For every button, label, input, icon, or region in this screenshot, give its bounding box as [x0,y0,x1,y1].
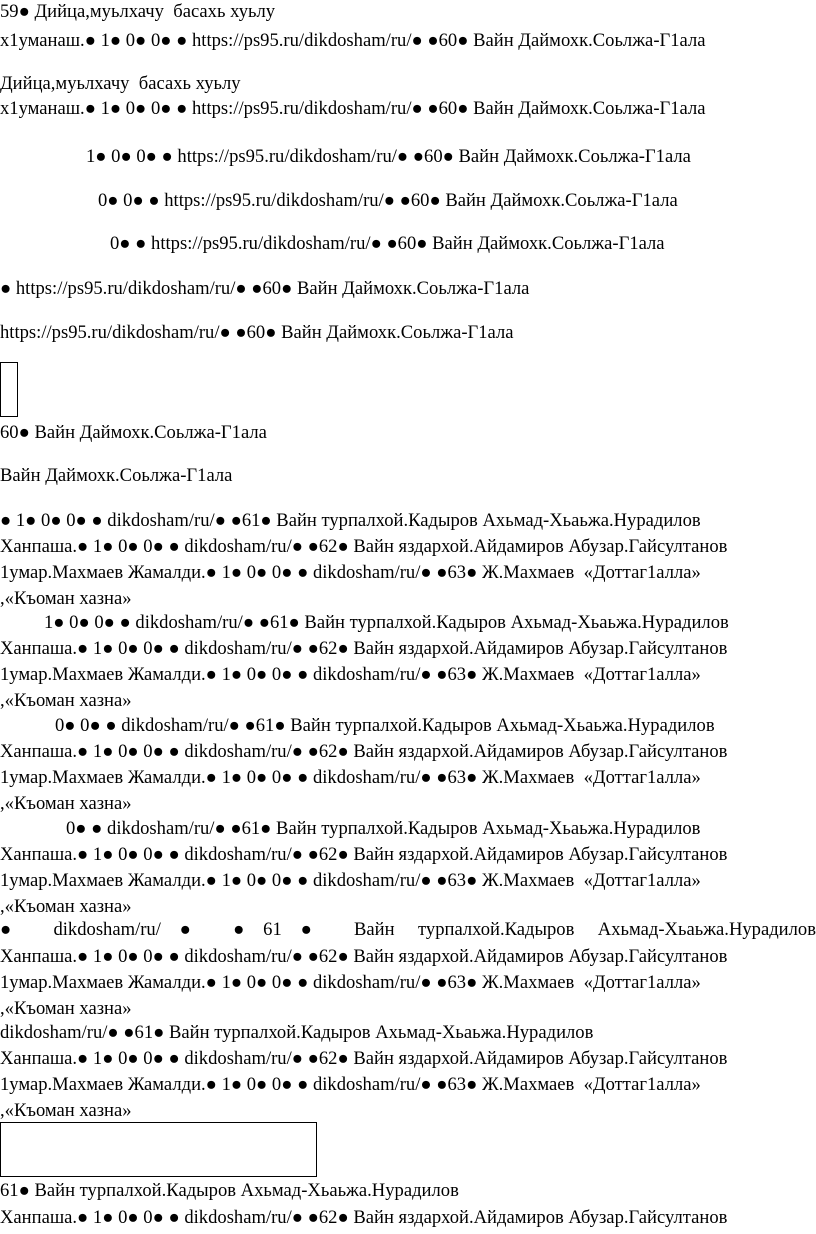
empty-frame-wide [0,1122,317,1177]
text-line-23: ,«Къоман хазна» [0,793,132,814]
text-line-31: ,«Къоман хазна» [0,998,132,1019]
text-line-4: х1уманаш.● 1● 0● 0● ● https://ps95.ru/dikdosham/ru/● ●60● Вайн Даймохк.Соьлжа-Г1ала [0,98,706,119]
text-line-12: ● 1● 0● 0● ● dikdosham/ru/● ●61● Вайн турпалхой.Кадыров Ахьмад-Хьаьжа.Нурадилов [0,510,701,531]
text-line-30: 1умар.Махмаев Жамалди.● 1● 0● 0● ● dikdosham/ru/● ●63● Ж.Махмаев «Доттаг1алла» [0,972,701,993]
text-line-25: Ханпаша.● 1● 0● 0● ● dikdosham/ru/● ●62● Вайн яздархой.Айдамиров Абузар.Гайсултанов [0,844,728,865]
text-line-17: Ханпаша.● 1● 0● 0● ● dikdosham/ru/● ●62● Вайн яздархой.Айдамиров Абузар.Гайсултанов [0,638,728,659]
text-line-1: 59● Дийца,муьлхачу басахь хуьлу [0,1,276,22]
text-line-36: 61● Вайн турпалхой.Кадыров Ахьмад-Хьаьжа.Нурадилов [0,1180,459,1201]
text-line-34: 1умар.Махмаев Жамалди.● 1● 0● 0● ● dikdosham/ru/● ●63● Ж.Махмаев «Доттаг1алла» [0,1074,701,1095]
text-line-28: ● dikdosham/ru/● ●61● Вайн турпалхой.Кадыров Ахьмад-Хьаьжа.Нурадилов [0,919,816,940]
text-line-20: 0● 0● ● dikdosham/ru/● ●61● Вайн турпалхой.Кадыров Ахьмад-Хьаьжа.Нурадилов [55,715,715,736]
text-line-18: 1умар.Махмаев Жамалди.● 1● 0● 0● ● dikdosham/ru/● ●63● Ж.Махмаев «Доттаг1алла» [0,664,701,685]
text-line-37: Ханпаша.● 1● 0● 0● ● dikdosham/ru/● ●62● Вайн яздархой.Айдамиров Абузар.Гайсултанов [0,1207,728,1228]
text-line-14: 1умар.Махмаев Жамалди.● 1● 0● 0● ● dikdosham/ru/● ●63● Ж.Махмаев «Доттаг1алла» [0,562,701,583]
text-line-16: 1● 0● 0● ● dikdosham/ru/● ●61● Вайн турпалхой.Кадыров Ахьмад-Хьаьжа.Нурадилов [44,612,729,633]
text-line-7: 0● ● https://ps95.ru/dikdosham/ru/● ●60● Вайн Даймохк.Соьлжа-Г1ала [110,233,665,254]
text-line-10: 60● Вайн Даймохк.Соьлжа-Г1ала [0,422,267,443]
text-line-11: Вайн Даймохк.Соьлжа-Г1ала [0,465,233,486]
text-line-26: 1умар.Махмаев Жамалди.● 1● 0● 0● ● dikdosham/ru/● ●63● Ж.Махмаев «Доттаг1алла» [0,870,701,891]
text-line-6: 0● 0● ● https://ps95.ru/dikdosham/ru/● ●60● Вайн Даймохк.Соьлжа-Г1ала [98,190,678,211]
text-line-8: ● https://ps95.ru/dikdosham/ru/● ●60● Вайн Даймохк.Соьлжа-Г1ала [0,278,530,299]
text-line-5: 1● 0● 0● ● https://ps95.ru/dikdosham/ru/● ●60● Вайн Даймохк.Соьлжа-Г1ала [86,146,691,167]
text-line-21: Ханпаша.● 1● 0● 0● ● dikdosham/ru/● ●62● Вайн яздархой.Айдамиров Абузар.Гайсултанов [0,741,728,762]
text-line-35: ,«Къоман хазна» [0,1100,132,1121]
text-line-9: https://ps95.ru/dikdosham/ru/● ●60● Вайн Даймохк.Соьлжа-Г1ала [0,322,514,343]
text-line-15: ,«Къоман хазна» [0,588,132,609]
text-line-29: Ханпаша.● 1● 0● 0● ● dikdosham/ru/● ●62● Вайн яздархой.Айдамиров Абузар.Гайсултанов [0,946,728,967]
text-line-2: х1уманаш.● 1● 0● 0● ● https://ps95.ru/dikdosham/ru/● ●60● Вайн Даймохк.Соьлжа-Г1ала [0,30,706,51]
text-line-22: 1умар.Махмаев Жамалди.● 1● 0● 0● ● dikdosham/ru/● ●63● Ж.Махмаев «Доттаг1алла» [0,767,701,788]
text-line-27: ,«Къоман хазна» [0,896,132,917]
text-line-19: ,«Къоман хазна» [0,690,132,711]
text-line-32: dikdosham/ru/● ●61● Вайн турпалхой.Кадыров Ахьмад-Хьаьжа.Нурадилов [0,1022,594,1043]
text-line-24: 0● ● dikdosham/ru/● ●61● Вайн турпалхой.Кадыров Ахьмад-Хьаьжа.Нурадилов [66,818,701,839]
empty-frame-small [0,362,18,417]
text-line-3: Дийца,муьлхачу басахь хуьлу [0,73,241,94]
text-line-33: Ханпаша.● 1● 0● 0● ● dikdosham/ru/● ●62● Вайн яздархой.Айдамиров Абузар.Гайсултанов [0,1048,728,1069]
text-line-13: Ханпаша.● 1● 0● 0● ● dikdosham/ru/● ●62● Вайн яздархой.Айдамиров Абузар.Гайсултанов [0,536,728,557]
